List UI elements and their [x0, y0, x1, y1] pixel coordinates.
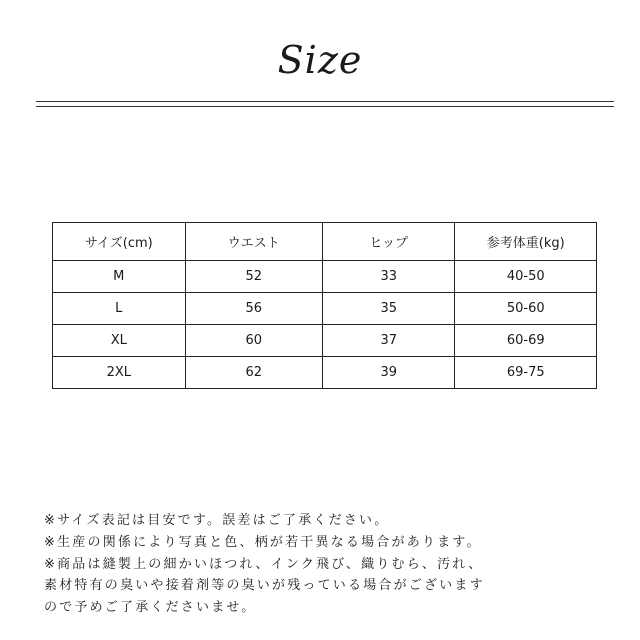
table-header-row	[53, 223, 596, 261]
table-row	[53, 293, 596, 325]
size-table	[52, 222, 597, 389]
cell-hip: 35	[323, 293, 455, 325]
cell-hip: 39	[323, 357, 455, 388]
cell-weight: 69-75	[506, 365, 545, 380]
page-title: Size	[277, 38, 363, 82]
table-row	[53, 261, 596, 293]
cell-waist: 56	[186, 293, 323, 325]
title-divider-top	[36, 101, 614, 102]
header-waist: ウエスト	[186, 223, 323, 261]
note-line: ※商品は縫製上の細かいほつれ、インク飛び、織りむら、汚れ、	[44, 556, 484, 572]
cell-size: L	[53, 293, 186, 325]
cell-hip: 33	[323, 261, 455, 293]
cell-waist: 52	[186, 261, 323, 293]
cell-size: 2XL	[53, 357, 186, 388]
cell-size: M	[53, 261, 186, 293]
cell-size: XL	[53, 325, 186, 357]
cell-hip: 37	[323, 325, 455, 357]
table-row	[53, 325, 596, 357]
cell-weight: 40-50	[455, 261, 596, 293]
header-hip: ヒップ	[323, 223, 455, 261]
note-line: ※生産の関係により写真と色、柄が若干異なる場合があります。	[44, 534, 482, 550]
note-line: ので予めご了承くださいませ。	[44, 600, 257, 616]
cell-waist: 60	[186, 325, 323, 357]
cell-weight: 50-60	[455, 293, 596, 325]
table-row	[53, 357, 596, 388]
notes-block	[44, 510, 604, 619]
note-line: ※サイズ表記は目安です。誤差はご了承ください。	[44, 513, 390, 528]
header-size: サイズ(cm)	[53, 223, 186, 261]
note-line: 素材特有の臭いや接着剤等の臭いが残っている場合がございます	[44, 578, 485, 594]
cell-weight: 60-69	[455, 325, 596, 357]
header-weight: 参考体重(kg)	[455, 223, 596, 261]
cell-waist: 62	[186, 357, 323, 388]
title-divider-bottom	[36, 106, 614, 107]
